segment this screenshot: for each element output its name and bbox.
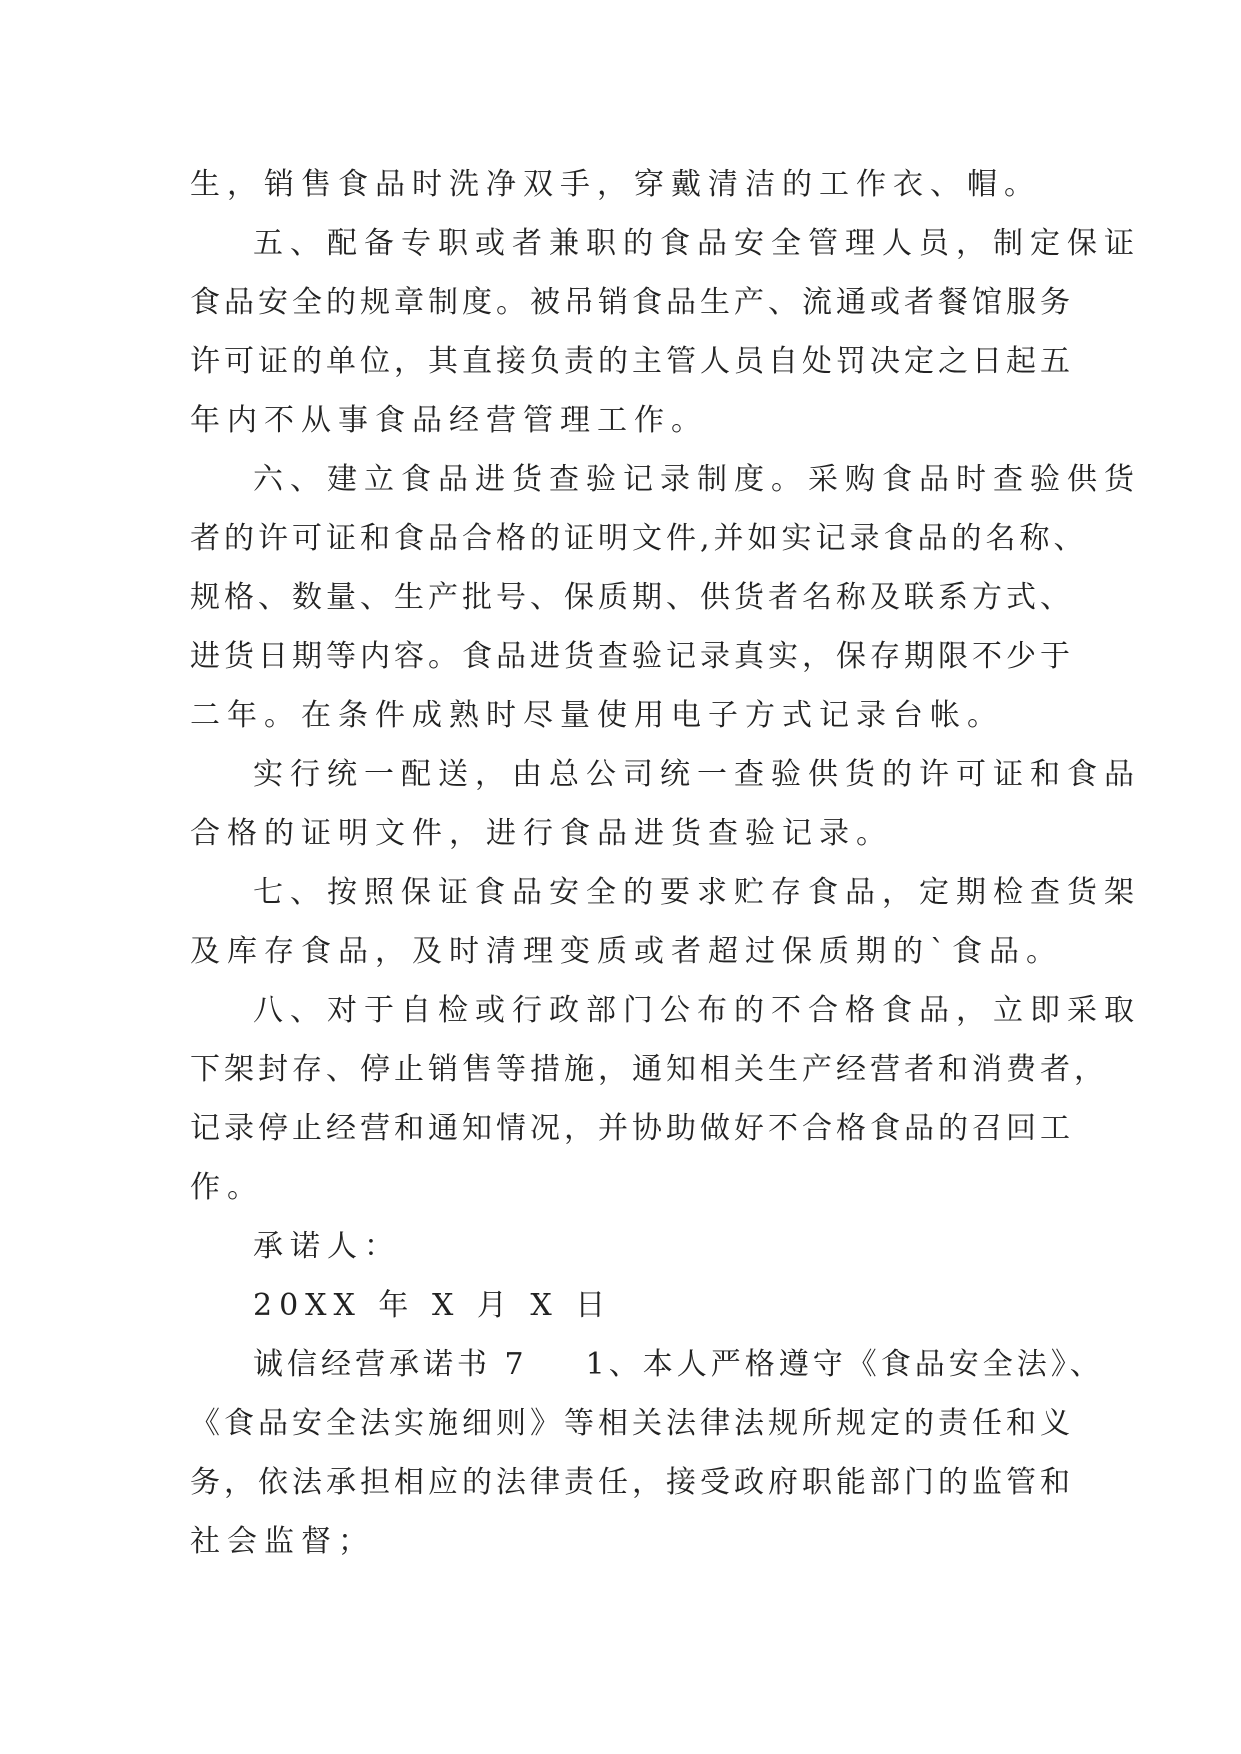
- text-line: 规格、数量、生产批号、保质期、供货者名称及联系方式、: [190, 580, 1074, 615]
- text-line: 食品安全的规章制度。被吊销食品生产、流通或者餐馆服务: [190, 285, 1074, 320]
- text-line: 二年。在条件成熟时尽量使用电子方式记录台帐。: [190, 698, 1004, 733]
- text-line: 进货日期等内容。食品进货查验记录真实，保存期限不少于: [190, 639, 1074, 674]
- text-line: 记录停止经营和通知情况，并协助做好不合格食品的召回工: [190, 1111, 1074, 1146]
- text-line: 下架封存、停止销售等措施，通知相关生产经营者和消费者，: [190, 1052, 1108, 1087]
- text-line: 五、配备专职或者兼职的食品安全管理人员，制定保证: [253, 226, 1141, 261]
- text-line: 许可证的单位，其直接负责的主管人员自处罚决定之日起五: [190, 344, 1074, 379]
- document-body: [190, 155, 1141, 1571]
- text-line: 七、按照保证食品安全的要求贮存食品，定期检查货架: [253, 875, 1141, 910]
- signer-label: 承诺人：: [253, 1229, 401, 1264]
- text-line: 者的许可证和食品合格的证明文件,并如实记录食品的名称、: [190, 521, 1088, 556]
- text-line: 作。: [190, 1170, 264, 1205]
- text-line: 合格的证明文件，进行食品进货查验记录。: [190, 816, 893, 851]
- text-line: 六、建立食品进货查验记录制度。采购食品时查验供货: [253, 462, 1141, 497]
- text-line: 《食品安全法实施细则》等相关法律法规所规定的责任和义: [190, 1406, 1074, 1441]
- section-title: 诚信经营承诺书 7: [253, 1347, 528, 1382]
- text-line: 实行统一配送，由总公司统一查验供货的许可证和食品: [253, 757, 1141, 792]
- text-line: 社会监督；: [190, 1524, 375, 1559]
- clause-text: 1、本人严格遵守《食品安全法》、: [585, 1347, 1104, 1382]
- date-line: 20XX 年 X 月 X 日: [253, 1288, 613, 1323]
- text-line: [190, 1335, 1104, 1394]
- text-line: 生，销售食品时洗净双手，穿戴清洁的工作衣、帽。: [190, 167, 1041, 202]
- text-line: 务，依法承担相应的法律责任，接受政府职能部门的监管和: [190, 1465, 1074, 1500]
- text-line: 年内不从事食品经营管理工作。: [190, 403, 708, 438]
- text-line: 八、对于自检或行政部门公布的不合格食品，立即采取: [253, 993, 1141, 1028]
- text-line: 及库存食品，及时清理变质或者超过保质期的`食品。: [190, 934, 1063, 969]
